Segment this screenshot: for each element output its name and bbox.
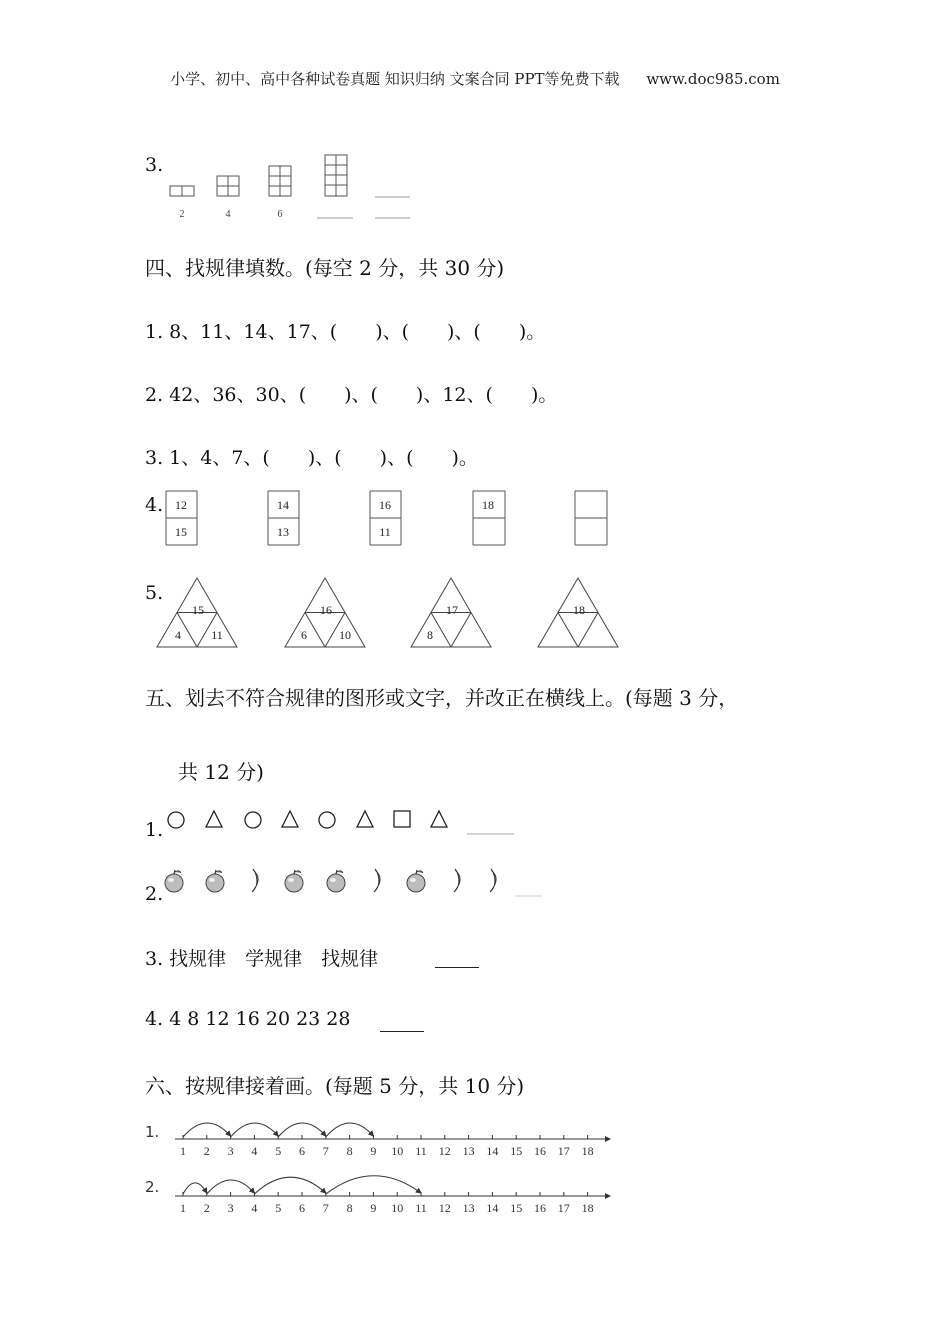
box1-top: 12	[175, 498, 187, 512]
circle-shape	[168, 812, 184, 828]
tri2-left: 6	[301, 628, 307, 642]
tick-label: 5	[275, 1144, 282, 1158]
jump-arc	[254, 1177, 325, 1194]
section5-q4	[145, 1008, 350, 1030]
tick-label: 6	[299, 1144, 305, 1158]
tick-label: 15	[510, 1144, 523, 1158]
tick-label: 15	[510, 1201, 523, 1215]
tri1-top: 15	[192, 603, 204, 617]
section5-q2-number: 2.	[145, 883, 164, 905]
section5-q3	[145, 944, 378, 971]
box3-bottom: 11	[379, 525, 391, 539]
tick-label: 7	[322, 1201, 329, 1215]
q2-fruit-sequence	[160, 866, 550, 900]
tick-label: 14	[486, 1144, 499, 1158]
jump-arc	[183, 1183, 207, 1194]
tri2-right: 10	[339, 628, 351, 642]
tick-label: 1	[180, 1201, 186, 1215]
banana-icon	[252, 869, 258, 892]
tick-label: 2	[203, 1201, 210, 1215]
tick-label: 10	[391, 1201, 404, 1215]
tick-label: 12	[438, 1144, 451, 1158]
section4-q2: 2. 42、36、30、( )、( )、12、( )。	[145, 384, 558, 406]
tri4-top: 18	[573, 603, 585, 617]
jump-arc	[326, 1123, 374, 1137]
circle-shape	[245, 812, 261, 828]
box4-top: 18	[482, 498, 494, 512]
box2-bottom: 13	[277, 525, 289, 539]
tri3-left: 8	[427, 628, 433, 642]
section4-q4-number: 4.	[145, 494, 164, 516]
tick-label: 13	[462, 1144, 475, 1158]
box3-top: 16	[379, 498, 391, 512]
triangle-shape	[431, 811, 447, 827]
number-line-2	[175, 1176, 610, 1215]
tick-label: 8	[346, 1144, 353, 1158]
box1-bottom: 15	[175, 525, 187, 539]
q3-answer-line[interactable]	[435, 967, 479, 968]
section4-q1: 1. 8、11、14、17、( )、( )、( )。	[145, 321, 546, 343]
header-url: www.doc985.com	[646, 70, 780, 88]
apple-icon	[285, 870, 303, 892]
page-header	[0, 68, 950, 89]
tick-label: 11	[415, 1144, 427, 1158]
q4-number-boxes	[160, 488, 620, 550]
q5-triangles	[155, 574, 625, 652]
tick-label: 13	[462, 1201, 475, 1215]
banana-icon	[374, 869, 380, 892]
tick-label: 11	[415, 1201, 427, 1215]
section5-q1-number: 1.	[145, 819, 164, 841]
square-shape	[394, 811, 410, 827]
section4-q5-number: 5.	[145, 582, 164, 604]
grid-label-2: 4	[225, 209, 231, 220]
apple-icon	[206, 870, 224, 892]
section5-q3-text: 3. 找规律 学规律 找规律	[145, 948, 379, 970]
tick-label: 14	[486, 1201, 499, 1215]
q1-shape-sequence	[162, 806, 522, 838]
q3-grid-number: 3.	[145, 154, 164, 176]
tick-label: 2	[203, 1144, 210, 1158]
tri3-top: 17	[446, 603, 458, 617]
tick-label: 9	[370, 1201, 377, 1215]
tick-label: 12	[438, 1201, 451, 1215]
q4-answer-line[interactable]	[380, 1031, 424, 1032]
tick-label: 1	[180, 1144, 186, 1158]
number-line-2-label: 2.	[145, 1178, 160, 1196]
grid-label-1: 2	[179, 209, 185, 220]
number-line-1-label: 1.	[145, 1123, 160, 1141]
section5-title-line1: 五、划去不符合规律的图形或文字，并改正在横线上。(每题 3 分，	[145, 686, 739, 710]
circle-shape	[319, 812, 335, 828]
number-lines	[170, 1115, 620, 1220]
tick-label: 18	[581, 1144, 594, 1158]
q3-grid-figures	[165, 150, 425, 225]
apple-icon	[165, 870, 183, 892]
tick-label: 10	[391, 1144, 404, 1158]
jump-arc	[183, 1123, 231, 1137]
triangle-shape	[282, 811, 298, 827]
tick-label: 8	[346, 1201, 353, 1215]
jump-arc	[278, 1123, 326, 1137]
banana-icon	[490, 869, 496, 892]
triangle-shape	[206, 811, 222, 827]
tick-label: 18	[581, 1201, 594, 1215]
header-text: 小学、初中、高中各种试卷真题 知识归纳 文案合同 PPT等免费下载	[170, 70, 620, 88]
tick-label: 5	[275, 1201, 282, 1215]
tick-label: 16	[534, 1144, 546, 1158]
number-line-1	[175, 1123, 610, 1158]
jump-arc	[231, 1123, 279, 1137]
section5-q4-text: 4. 4 8 12 16 20 23 28	[145, 1008, 351, 1030]
section6-title: 六、按规律接着画。(每题 5 分，共 10 分)	[145, 1074, 525, 1098]
jump-arc	[326, 1176, 421, 1194]
tick-label: 16	[534, 1201, 546, 1215]
banana-icon	[454, 869, 460, 892]
grid-label-3: 6	[277, 209, 283, 220]
tick-label: 7	[322, 1144, 329, 1158]
tick-label: 6	[299, 1201, 305, 1215]
tick-label: 4	[251, 1201, 258, 1215]
tick-label: 3	[227, 1201, 234, 1215]
tri2-top: 16	[320, 603, 332, 617]
tick-label: 9	[370, 1144, 377, 1158]
apple-icon	[407, 870, 425, 892]
section4-q3: 3. 1、4、7、( )、( )、( )。	[145, 447, 478, 469]
tick-label: 17	[557, 1144, 570, 1158]
tri1-left: 4	[175, 628, 181, 642]
tick-label: 17	[557, 1201, 570, 1215]
apple-icon	[327, 870, 345, 892]
section5-title-line2: 共 12 分)	[178, 760, 264, 784]
box2-top: 14	[277, 498, 289, 512]
tick-label: 4	[251, 1144, 258, 1158]
jump-arc	[207, 1180, 255, 1194]
tick-label: 3	[227, 1144, 234, 1158]
triangle-shape	[357, 811, 373, 827]
tri1-right: 11	[211, 628, 223, 642]
section4-title: 四、找规律填数。(每空 2 分，共 30 分)	[145, 256, 505, 280]
